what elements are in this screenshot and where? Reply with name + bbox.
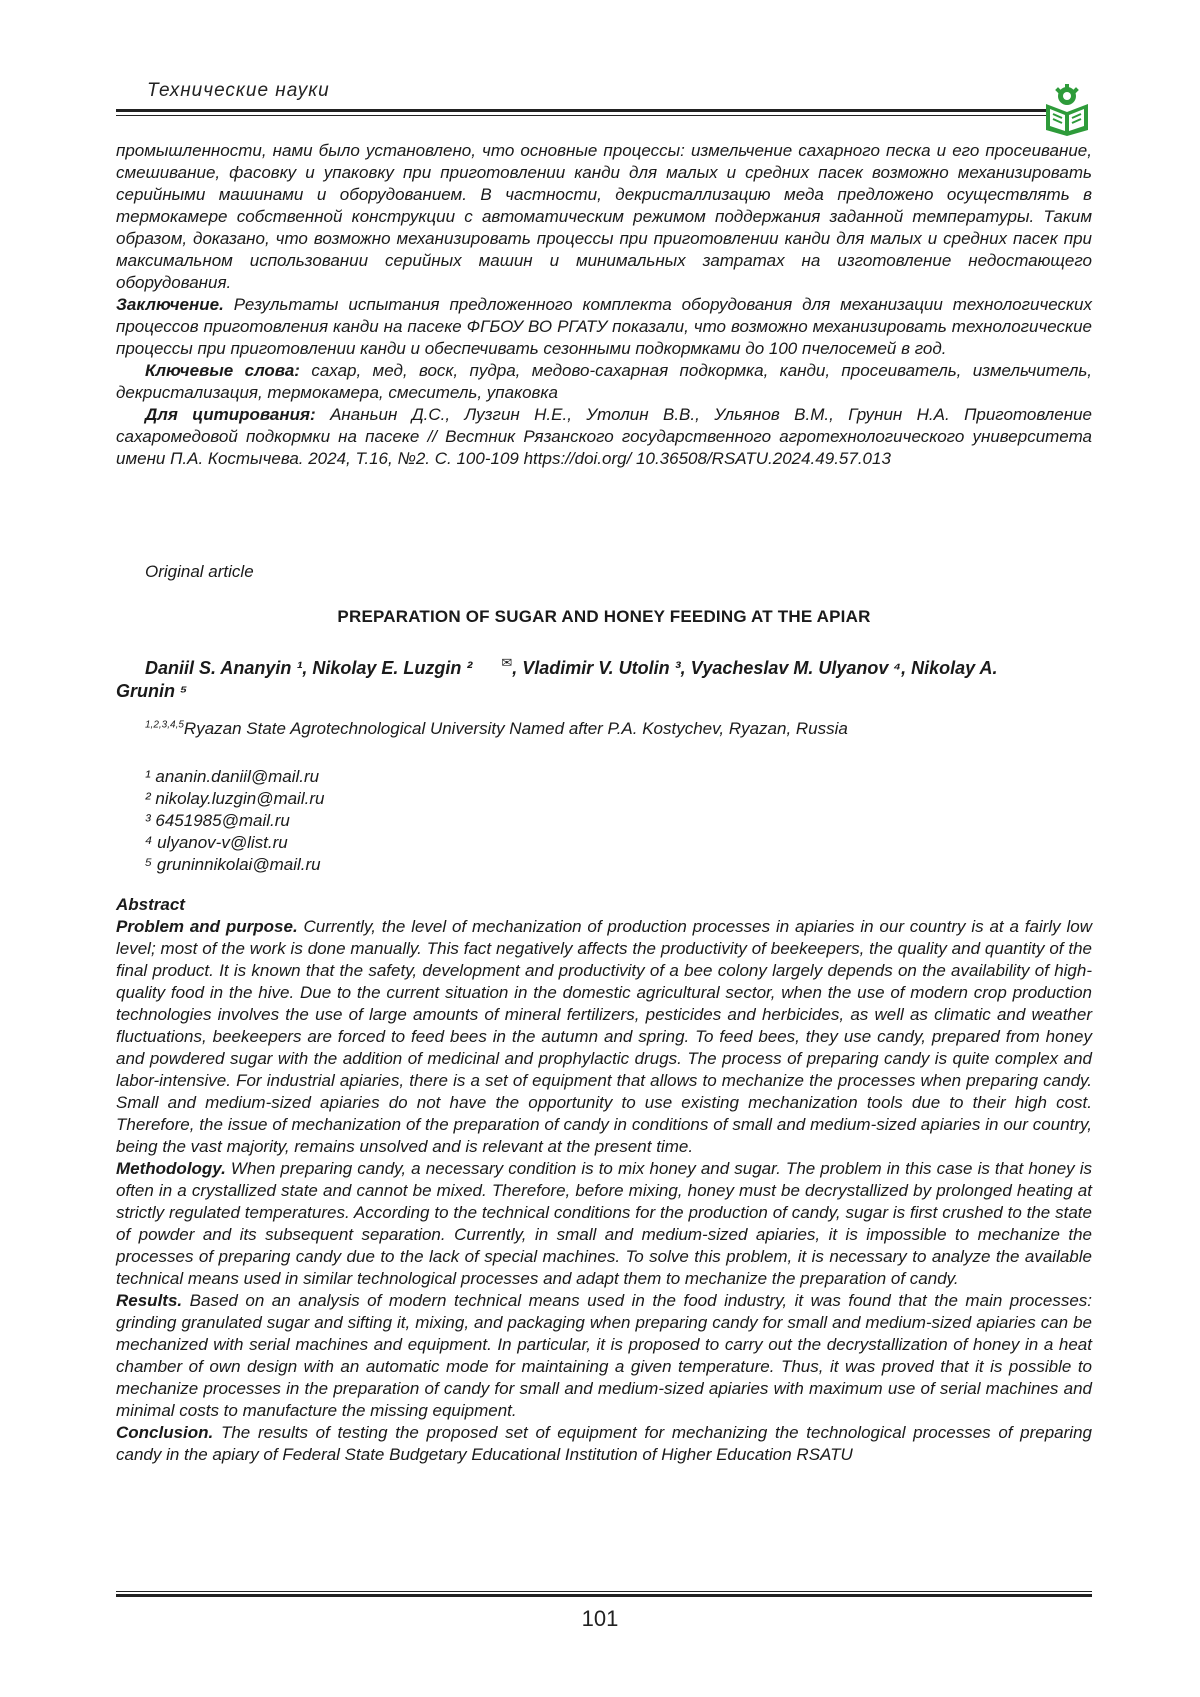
problem-text: Currently, the level of mechanization of production processes in apiaries in our country is at a fairly low level; most of the work is done manually. This fact negatively affects the productivity of beekeepers, the quality and quantity of the final product. It is known that the safety, development and productivity of a bee colony largely depends on the availability of high-quality food in the hive. Due to the current situation in the domestic agricultural sector, when the use of modern crop production technologies involves the use of large amounts of mineral fertilizers, pesticides and herbicides, as well as climatic and weather fluctuations, beekeepers are forced to feed bees in the autumn and spring. To feed bees, they use candy, prepared from honey and powdered sugar with the addition of medicinal and prophylactic drugs. The process of preparing candy is quite complex and labor-intensive. For industrial apiaries, there is a set of equipment that allows to mechanize the processes when preparing candy. Small and medium-sized apiaries do not have the opportunity to use existing mechanization tools due to their high cost. Therefore, the issue of mechanization of the preparation of candy in conditions of small and medium-sized apiaries in our country, being the vast majority, remains unsolved and is relevant at the present time. bbox=[116, 917, 1092, 1156]
ru-citation-label: Для цитирования: bbox=[145, 405, 316, 424]
affiliation-text: Ryazan State Agrotechnological University Named after P.A. Kostychev, Ryazan, Russia bbox=[183, 719, 848, 738]
ru-conclusion-text: Результаты испытания предложенного комплекта оборудования для механизации технологических процессов приготовления канди на пасеке ФГБОУ ВО РГАТУ показали, что возможно механизировать технологические процессы при приготовлении канди и обеспечивать сезонными подкормками до 100 пчелосемей в год. bbox=[116, 295, 1092, 358]
abstract-heading bbox=[116, 894, 1092, 916]
email-item: ⁵ gruninnikolai@mail.ru bbox=[145, 855, 321, 874]
affiliation-superscript: 1,2,3,4,5 bbox=[145, 719, 184, 731]
ru-results-paragraph: промышленности, нами было установлено, что основные процессы: измельчение сахарного песка и его просеивание, смешивание, фасовку и упаковку при приготовлении канди для малых и средних пасек возможно механизировать серийными машинами и оборудованием. В частности, декристаллизацию меда предложено осуществлять в термокамере собственной конструкции с автоматическим режимом поддержания заданной температуры. Таким образом, доказано, что возможно механизировать процессы при приготовлении канди для малых и средних пасек при максимальном использовании серийных машин и минимальных затратах на изготовление недостающего оборудования. bbox=[116, 141, 1092, 292]
footer-rule bbox=[116, 1591, 1092, 1597]
results-text: Based on an analysis of modern technical means used in the food industry, it was found that the main processes: grinding granulated sugar and sifting it, mixing, and packaging when preparing candy for small and medium-sized apiaries can be mechanized with serial machines and equipment. In particular, it is proposed to carry out the decrystallization of honey in a heat chamber of own design with an automatic mode for maintaining a given temperature. Thus, it was proved that it is possible to mechanize processes in the preparation of candy for small and medium-sized apiaries with maximum use of serial machines and minimal costs to manufacture the missing equipment. bbox=[116, 1291, 1092, 1420]
english-abstract bbox=[116, 894, 1092, 1466]
ru-keywords-paragraph bbox=[116, 360, 1092, 404]
methodology-paragraph bbox=[116, 1158, 1092, 1290]
page-number: 101 bbox=[581, 1606, 619, 1631]
methodology-text: When preparing candy, a necessary condition is to mix honey and sugar. The problem in this case is that honey is often in a crystallized state and cannot be mixed. Therefore, before mixing, honey must be decrystallized by prolonged heating at strictly regulated temperatures. According to the technical conditions for the production of candy, sugar is first crushed to the state of powder and its subsequent separation. Currently, in small and medium-sized apiaries, it is impossible to mechanize the processes of preparing candy due to the lack of special machines. To solve this problem, it is necessary to analyze the available technical means used in similar technological processes and adapt them to mechanize the preparation of candy. bbox=[116, 1159, 1092, 1288]
results-label: Results. bbox=[116, 1291, 183, 1310]
email-item: ⁴ ulyanov-v@list.ru bbox=[145, 833, 288, 852]
ru-keywords-text: сахар, мед, воск, пудра, медово-сахарная подкормка, канди, просеиватель, измельчитель, декристализация, термокамера, смеситель, упаковка bbox=[116, 361, 1092, 402]
email-list bbox=[145, 766, 324, 876]
email-item: ¹ ananin.daniil@mail.ru bbox=[145, 767, 320, 786]
running-head-title: Технические науки bbox=[147, 80, 330, 101]
email-item: ³ 6451985@mail.ru bbox=[145, 811, 290, 830]
problem-paragraph bbox=[116, 916, 1092, 1158]
authors-block bbox=[116, 651, 1092, 703]
article-type-label: Original article bbox=[145, 562, 254, 581]
article-title: PREPARATION OF SUGAR AND HONEY FEEDING AT THE APIAR bbox=[337, 607, 871, 626]
conclusion-text: The results of testing the proposed set of equipment for mechanizing the technological processes of preparing candy in the apiary of Federal State Budgetary Educational Institution of Higher Education RSATU bbox=[116, 1423, 1092, 1464]
abstract-heading-text: Abstract bbox=[116, 895, 185, 914]
authors-line-1-start: Daniil S. Ananyin ¹, Nikolay E. Luzgin ² bbox=[145, 658, 473, 678]
authors-line-1-rest: , Vladimir V. Utolin ³, Vyacheslav M. Ulyanov ⁴, Nikolay A. bbox=[512, 658, 998, 678]
ru-citation-paragraph bbox=[116, 404, 1092, 470]
affiliation bbox=[145, 719, 848, 739]
header-rule bbox=[116, 109, 1059, 116]
results-paragraph bbox=[116, 1290, 1092, 1422]
journal-logo-icon bbox=[1044, 84, 1090, 136]
email-item: ² nikolay.luzgin@mail.ru bbox=[145, 789, 325, 808]
ru-conclusion-label: Заключение. bbox=[116, 295, 224, 314]
ru-conclusion-paragraph bbox=[116, 294, 1092, 360]
russian-summary bbox=[116, 140, 1092, 470]
methodology-label: Methodology. bbox=[116, 1159, 226, 1178]
ru-keywords-label: Ключевые слова: bbox=[145, 361, 300, 380]
problem-label: Problem and purpose. bbox=[116, 917, 298, 936]
conclusion-label: Conclusion. bbox=[116, 1423, 214, 1442]
authors-line-2: Grunin ⁵ bbox=[116, 681, 188, 701]
conclusion-paragraph bbox=[116, 1422, 1092, 1466]
mail-icon: ✉ bbox=[501, 655, 513, 670]
ru-citation-text: Ананьин Д.С., Лузгин Н.Е., Утолин В.В., Ульянов В.М., Грунин Н.А. Приготовление сахаромедовой подкормки на пасеке // Вестник Рязанского государственного агротехнологического университета имени П.А. Костычева. 2024, Т.16, №2. С. 100-109 https://doi.org/ 10.36508/RSATU.2024.49.57.013 bbox=[116, 405, 1092, 468]
authors-line-1 bbox=[116, 651, 1092, 680]
